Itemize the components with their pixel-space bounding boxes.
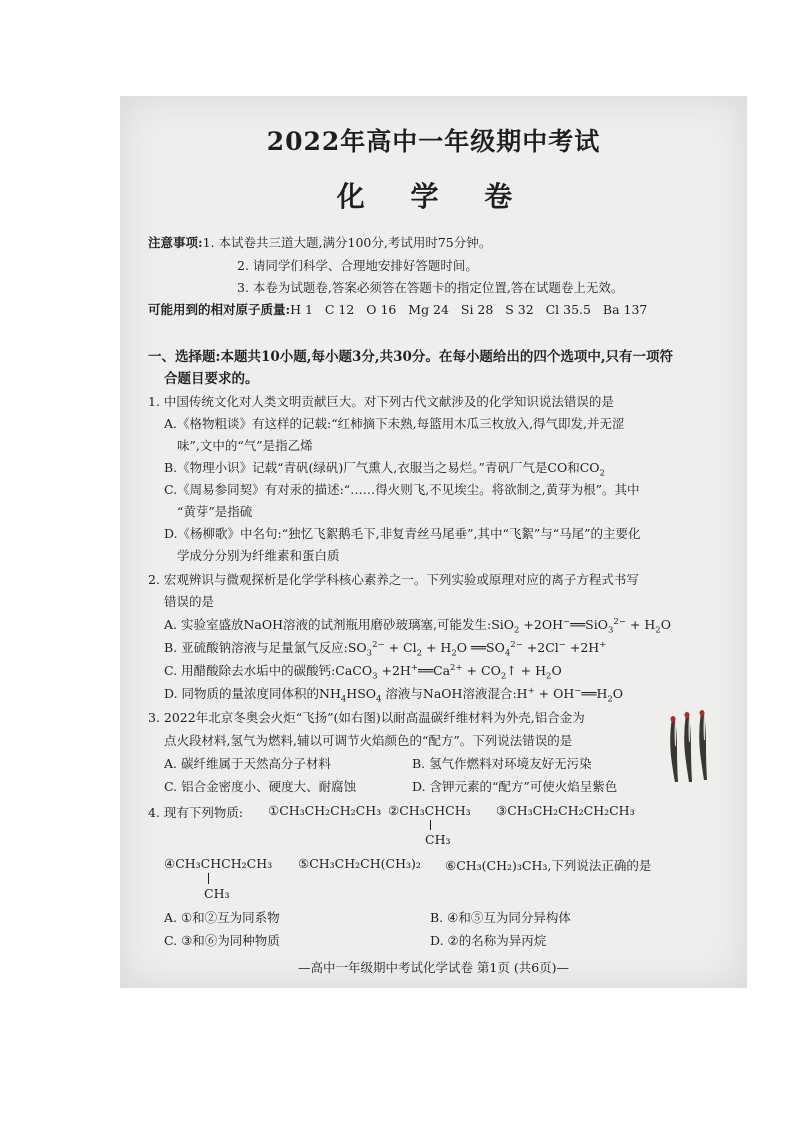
q4-substance-2-bond xyxy=(430,820,431,830)
atomic-masses-label: 可能用到的相对原子质量: xyxy=(148,302,291,317)
q2-option-d-text: D. 同物质的量浓度同体积的NH xyxy=(164,686,341,701)
notice-label: 注意事项: xyxy=(148,235,203,250)
q4-substance-6-formula: ⑥CH₃(CH₂)₃CH₃ xyxy=(445,858,548,873)
q3-stem-line2: 点火段材料,氢气为燃料,辅以可调节火焰颜色的“配方”。下列说法错误的是 xyxy=(164,733,573,748)
torch-image xyxy=(666,706,714,784)
q3-option-c: C. 铝合金密度小、硬度大、耐腐蚀 xyxy=(164,779,357,794)
atomic-masses-values: H 1 C 12 O 16 Mg 24 Si 28 S 32 Cl 35.5 Ba 137 xyxy=(290,302,648,317)
q1-option-d-line1: D.《杨柳歌》中名句:“独忆飞絮鹅毛下,非复青丝马尾垂”,其中“飞絮”与“马尾”的主要化 xyxy=(164,526,641,541)
q2-option-d: D. 同物质的量浓度同体积的$NH_4HSO_4$ 溶液与NaOH溶液混合:H+ + $OH^-══H_2O$ xyxy=(164,685,624,705)
notice-item-1 xyxy=(148,235,491,251)
q4-substance-5: ⑤CH₃CH₂CH(CH₃)₂ xyxy=(298,856,421,871)
q3-option-d: D. 含钾元素的“配方”可使火焰呈紫色 xyxy=(412,779,618,794)
q4-substance-2-methyl: CH₃ xyxy=(425,832,451,847)
q2-option-a: A. 实验室盛放NaOH溶液的试剂瓶用磨砂玻璃塞,可能发生:SiO$_2$ +2OH−══SiO$_3^{2-}$ + $H_2O$ xyxy=(164,616,671,636)
q4-substance-2: ②CH₃CHCH₃ xyxy=(388,803,471,818)
q1-option-a-line2: 味”,文中的“气”是指乙烯 xyxy=(177,438,313,453)
q4-option-a: A. ①和②互为同系物 xyxy=(164,910,280,925)
exam-title: 2022年高中一年级期中考试 xyxy=(266,127,601,156)
q2-stem-line2: 错误的是 xyxy=(164,594,215,609)
q1-option-b xyxy=(164,460,605,479)
q2-option-d-rest: 溶液与NaOH溶液混合:H xyxy=(385,686,528,701)
q4-substance-4-bond xyxy=(208,873,209,884)
q1-option-b-text: B.《物理小识》记载“青矾(绿矾)厂气熏人,衣服当之易烂。”青矾厂气是CO和CO xyxy=(164,460,600,475)
q2-option-d-end: O xyxy=(612,686,624,701)
q1-stem: 1. 中国传统文化对人类文明贡献巨大。对下列古代文献涉及的化学知识说法错误的是 xyxy=(148,394,614,409)
notice-item-2: 2. 请同学们科学、合理地安排好答题时间。 xyxy=(237,258,478,273)
exam-paper-sheet xyxy=(120,96,747,988)
q1-option-d-line2: 学成分分别为纤维素和蛋白质 xyxy=(177,548,340,563)
q1-option-b-sub: 2 xyxy=(599,468,605,479)
q4-stem-tail: ,下列说法正确的是 xyxy=(547,858,652,873)
q2-option-b: B. 亚硫酸钠溶液与足量氯气反应$:SO_3^{2-} + Cl_2 + H_2O$ $══SO_4^{2-} +2Cl^- +2H^+$ xyxy=(164,639,607,659)
q2-option-a-text: A. 实验室盛放NaOH溶液的试剂瓶用磨砂玻璃塞,可能发生:SiO xyxy=(164,617,515,632)
atomic-masses xyxy=(148,302,647,318)
q4-substance-4-methyl: CH₃ xyxy=(204,886,230,901)
q4-substance-1: ①CH₃CH₂CH₂CH₃ xyxy=(268,803,382,818)
q4-option-c: C. ③和⑥为同种物质 xyxy=(164,933,280,948)
q4-option-b: B. ④和⑤互为同分异构体 xyxy=(430,910,571,925)
q3-option-a: A. 碳纤维属于天然高分子材料 xyxy=(164,756,331,771)
q2-option-c-text: C. 用醋酸除去水垢中的碳酸钙:CaCO xyxy=(164,663,373,678)
section1-heading-line2: 合题目要求的。 xyxy=(164,371,259,387)
page-footer: —高中一年级期中考试化学试卷 第1页 (共6页)— xyxy=(297,960,570,975)
q2-option-d-mid: HSO xyxy=(346,686,377,701)
q1-option-a-line1: A.《格物粗谈》有这样的记载:“红柿摘下未熟,每篮用木瓜三枚放入,得气即发,并无涩 xyxy=(164,416,625,431)
torch-illustration xyxy=(666,706,714,784)
q3-stem-line1: 3. 2022年北京冬奥会火炬“飞扬”(如右图)以耐高温碳纤维材料为外壳,铝合金为 xyxy=(148,710,585,725)
q3-option-b: B. 氢气作燃料对环境友好无污染 xyxy=(412,756,592,771)
q1-option-c-line2: “黄芽”是指硫 xyxy=(177,504,253,519)
notice-text-1: 1. 本试卷共三道大题,满分100分,考试用时75分钟。 xyxy=(202,235,492,250)
q4-substance-4: ④CH₃CHCH₂CH₃ xyxy=(164,856,273,871)
q4-stem: 4. 现有下列物质: xyxy=(148,805,244,820)
subject-title: 化 学 卷 xyxy=(336,180,531,213)
section1-heading-line1: 一、选择题:本题共10小题,每小题3分,共30分。在每小题给出的四个选项中,只有一项符 xyxy=(148,349,674,365)
q4-substance-6 xyxy=(445,856,651,874)
q1-option-c-line1: C.《周易参同契》有对汞的描述:“……得火则飞,不见埃尘。将欲制之,黄芽为根”。其中 xyxy=(164,482,640,497)
q4-substance-3: ③CH₃CH₂CH₂CH₂CH₃ xyxy=(496,803,635,818)
q2-option-b-text: B. 亚硫酸钠溶液与足量氯气反应:SO xyxy=(164,640,367,655)
q4-option-d: D. ②的名称为异丙烷 xyxy=(430,933,547,948)
q2-stem-line1: 2. 宏观辨识与微观探析是化学学科核心素养之一。下列实验或原理对应的离子方程式书写 xyxy=(148,572,639,587)
notice-item-3: 3. 本卷为试题卷,答案必须答在答题卡的指定位置,答在试题卷上无效。 xyxy=(237,280,624,295)
q2-option-c: C. 用醋酸除去水垢中的碳酸钙:CaCO$_3$ $+2H^+══Ca^{2+}$ + $CO_2↑ + H_2O$ xyxy=(164,662,562,682)
